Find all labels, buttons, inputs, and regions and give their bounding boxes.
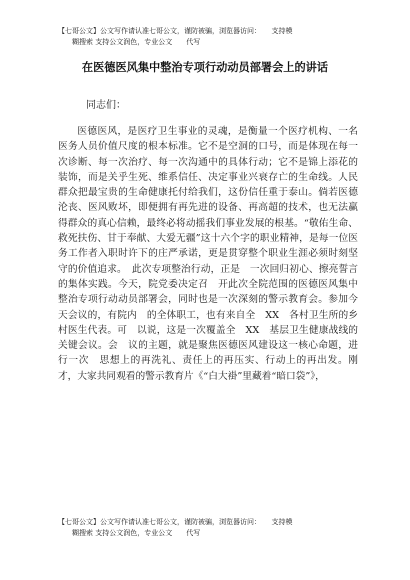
- salutation: 同志们：: [86, 100, 126, 111]
- footer-line-2: 糊搜索 支持公文润色，专业公文 代写: [72, 529, 201, 537]
- page-header: [58, 26, 378, 48]
- footer-line-1: 【七哥公文】公文写作请认准七哥公文，谨防被骗，浏览器访问： 支持模: [58, 518, 293, 526]
- document-title: 在医德医风集中整治专项行动动员部署会上的讲话: [81, 61, 329, 74]
- body-paragraph: 医德医风，是医疗卫生事业的灵魂，是衡量一个医疗机构、一名医务人员价值尺度的根本标准。它不是空洞的口号，而是体现在每一次诊断、每一次治疗、每一次沟通中的具体行动；它不是锦上添花的装饰，而是关乎生死、维系信任、决定事业兴衰存亡的生命线。人民群众把最宝贵的生命健康托付给我们，这份信任重于泰山。倘若医德沦丧、医风败坏，即便拥有再先进的设备、再高超的技术，也无法赢得群众的真心信赖，最终必将动摇我们事业发展的根基。“敬佑生命、救死扶伤、甘于奉献、大爱无疆”这十六个字的职业精神，是每一位医务工作者入职时许下的庄严承诺，更是贯穿整个职业生涯必须时刻坚守的价值追求。 此次专项整治行动，正是 一次回归初心、擦亮誓言的集体实践。今天，院党委决定召 开此次全院范围的医德医风集中整治专项行动动员部署会，同时也是一次深刻的警示教育会。参加今天会议的，有院内 的全体职工，也有来自全 XX 各村卫生所的乡村医生代表。可 以说，这是一次覆盖全 XX 基层卫生健康战线的关键会议。会 议的主题，就是聚焦医德医风建设这一核心命题，进行一次 思想上的再洗礼、责任上的再压实、行动上的再出发。刚才，大家共同观看的警示教育片《“白大褂”里藏着“暗口袋”》，: [58, 126, 358, 382]
- header-line-2: 糊搜索 支持公文润色，专业公文 代写: [72, 38, 201, 46]
- page-footer: [58, 517, 378, 539]
- header-line-1: 【七哥公文】公文写作请认准七哥公文，谨防被骗，浏览器访问： 支持模: [58, 27, 293, 35]
